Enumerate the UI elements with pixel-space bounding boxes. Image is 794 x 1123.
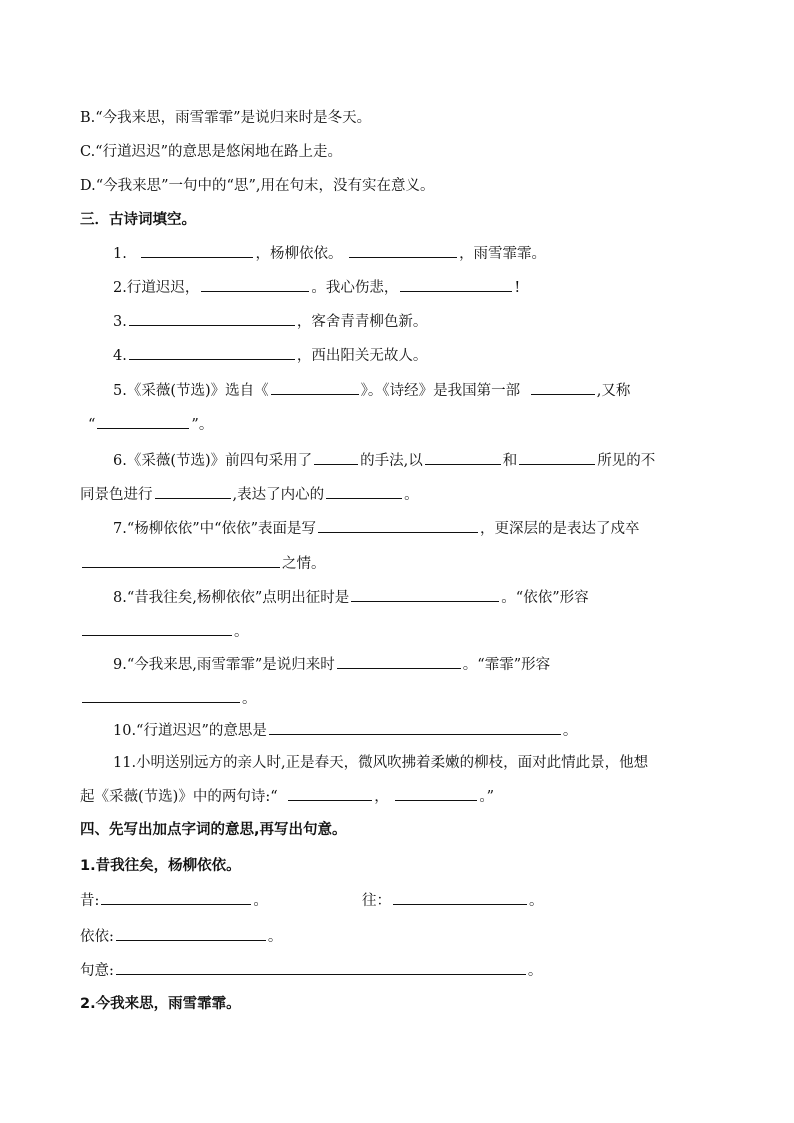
section4-item2-title: 2.今我来思，雨雪霏霏。 <box>80 996 241 1012</box>
q6-text-1: 6.《采薇(节选)》前四句采用了 <box>113 453 313 469</box>
q10-text-1: 10.“行道迟迟”的意思是 <box>113 723 267 739</box>
q7-text-2: ，更深层的是表达了戍卒 <box>480 521 640 537</box>
question-9-line-2 <box>80 688 257 709</box>
section4-item1-title: 1.昔我往矣，杨柳依依。 <box>80 858 241 874</box>
question-3 <box>113 311 427 332</box>
q9-text-2: 。“霏霏”形容 <box>462 657 551 673</box>
q6-blank-5[interactable] <box>326 484 402 499</box>
q1-text-2: ，雨雪霏霏。 <box>459 246 547 262</box>
question-7-line-1 <box>113 518 640 539</box>
xi-row <box>80 890 268 911</box>
q6-blank-2[interactable] <box>425 450 501 465</box>
question-6-line-2 <box>80 484 419 505</box>
q11-blank-2[interactable] <box>395 786 477 801</box>
juyi-blank[interactable] <box>116 960 526 975</box>
q2-text-3: ! <box>514 280 521 296</box>
wang-blank[interactable] <box>393 890 527 905</box>
q1-text-1: ，杨柳依依。 <box>255 246 343 262</box>
q11-text-4: 。” <box>479 789 495 805</box>
q6-blank-3[interactable] <box>519 450 595 465</box>
q6-text-6: ,表达了内心的 <box>232 487 325 503</box>
juyi-end: 。 <box>527 963 543 979</box>
q6-blank-4[interactable] <box>155 484 231 499</box>
q5-text-5: ”。 <box>191 417 214 433</box>
q8-blank-2[interactable] <box>82 621 232 636</box>
xi-blank[interactable] <box>101 890 251 905</box>
q7-blank-1[interactable] <box>318 518 478 533</box>
question-8-line-1 <box>113 587 589 608</box>
q3-text: ，客舍青青柳色新。 <box>296 314 428 330</box>
q6-text-2: 的手法,以 <box>360 453 423 469</box>
q10-text-2: 。 <box>562 723 578 739</box>
question-2 <box>113 277 520 298</box>
juyi-label: 句意: <box>80 963 114 979</box>
q5-text-1: 5.《采薇(节选)》选自《 <box>113 383 269 399</box>
wang-row <box>362 890 544 911</box>
q3-blank[interactable] <box>129 311 295 326</box>
yiyi-row <box>80 926 282 947</box>
q2-text-1: 2.行道迟迟， <box>113 280 200 296</box>
q4-text: ，西出阳关无故人。 <box>296 348 428 364</box>
q2-blank-1[interactable] <box>201 277 309 292</box>
q6-text-5: 同景色进行 <box>80 487 153 503</box>
question-1 <box>113 243 546 264</box>
q8-text-2: 。“依依”形容 <box>501 590 589 606</box>
q5-text-4: “ <box>88 417 96 433</box>
q7-blank-2[interactable] <box>82 553 280 568</box>
q8-text-1: 8.“昔我往矣,杨柳依依”点明出征时是 <box>113 590 350 606</box>
q6-text-3: 和 <box>502 453 518 469</box>
q6-text-7: 。 <box>404 487 419 503</box>
q5-text-3: ,又称 <box>596 383 631 399</box>
q8-blank-1[interactable] <box>351 587 499 602</box>
option-b: B.“今我来思，雨雪霏霏”是说归来时是冬天。 <box>80 110 372 126</box>
q9-blank-1[interactable] <box>337 654 461 669</box>
q6-text-4: 所见的不 <box>597 453 656 469</box>
q1-blank-1[interactable] <box>141 243 253 258</box>
q11-text-3: ， <box>374 789 389 805</box>
wang-end: 。 <box>529 893 544 909</box>
q1-number: 1. <box>113 246 127 262</box>
yiyi-blank[interactable] <box>116 926 266 941</box>
xi-label: 昔: <box>80 893 100 909</box>
section3-heading: 三．古诗词填空。 <box>80 212 196 228</box>
q9-text-1: 9.“今我来思,雨雪霏霏”是说归来时 <box>113 657 335 673</box>
q2-blank-2[interactable] <box>400 277 512 292</box>
juyi-row <box>80 960 542 981</box>
question-9-line-1 <box>113 654 550 675</box>
option-c: C.“行道迟迟”的意思是悠闲地在路上走。 <box>80 144 343 160</box>
q9-blank-2[interactable] <box>82 688 240 703</box>
q7-text-1: 7.“杨柳依依”中“依依”表面是写 <box>113 521 316 537</box>
question-4 <box>113 345 427 366</box>
question-5-line-2 <box>88 414 213 435</box>
question-11-line-2 <box>80 786 494 807</box>
option-d: D.“今我来思”一句中的“思”,用在句末，没有实在意义。 <box>80 178 435 194</box>
q4-blank[interactable] <box>129 345 295 360</box>
yiyi-label: 依依: <box>80 929 114 945</box>
question-10 <box>113 720 577 741</box>
q11-text-2: 起《采薇(节选)》中的两句诗:“ <box>80 789 278 805</box>
question-7-line-2 <box>80 553 326 574</box>
question-5-line-1 <box>113 380 630 401</box>
yiyi-end: 。 <box>267 929 283 945</box>
question-8-line-2 <box>80 621 249 642</box>
q5-blank-3[interactable] <box>97 414 189 429</box>
q5-text-2: 》。《诗经》是我国第一部 <box>360 383 521 399</box>
xi-end: 。 <box>253 893 268 909</box>
question-11-line-1: 11.小明送别远方的亲人时,正是春天，微风吹拂着柔嫩的柳枝，面对此情此景，他想 <box>113 755 649 771</box>
q9-text-3: 。 <box>242 691 257 707</box>
q2-text-2: 。我心伤悲， <box>311 280 399 296</box>
q11-blank-1[interactable] <box>288 786 372 801</box>
question-6-line-1 <box>113 450 655 471</box>
section4-heading: 四、先写出加点字词的意思,再写出句意。 <box>80 822 347 838</box>
q6-blank-1[interactable] <box>314 450 358 465</box>
q10-blank[interactable] <box>269 720 561 735</box>
q5-blank-1[interactable] <box>271 380 359 395</box>
q4-number: 4. <box>113 348 127 364</box>
q5-blank-2[interactable] <box>531 380 595 395</box>
wang-label: 往： <box>362 893 391 909</box>
q8-text-3: 。 <box>234 624 249 640</box>
q1-blank-2[interactable] <box>349 243 457 258</box>
q7-text-3: 之情。 <box>282 556 326 572</box>
q3-number: 3. <box>113 314 127 330</box>
